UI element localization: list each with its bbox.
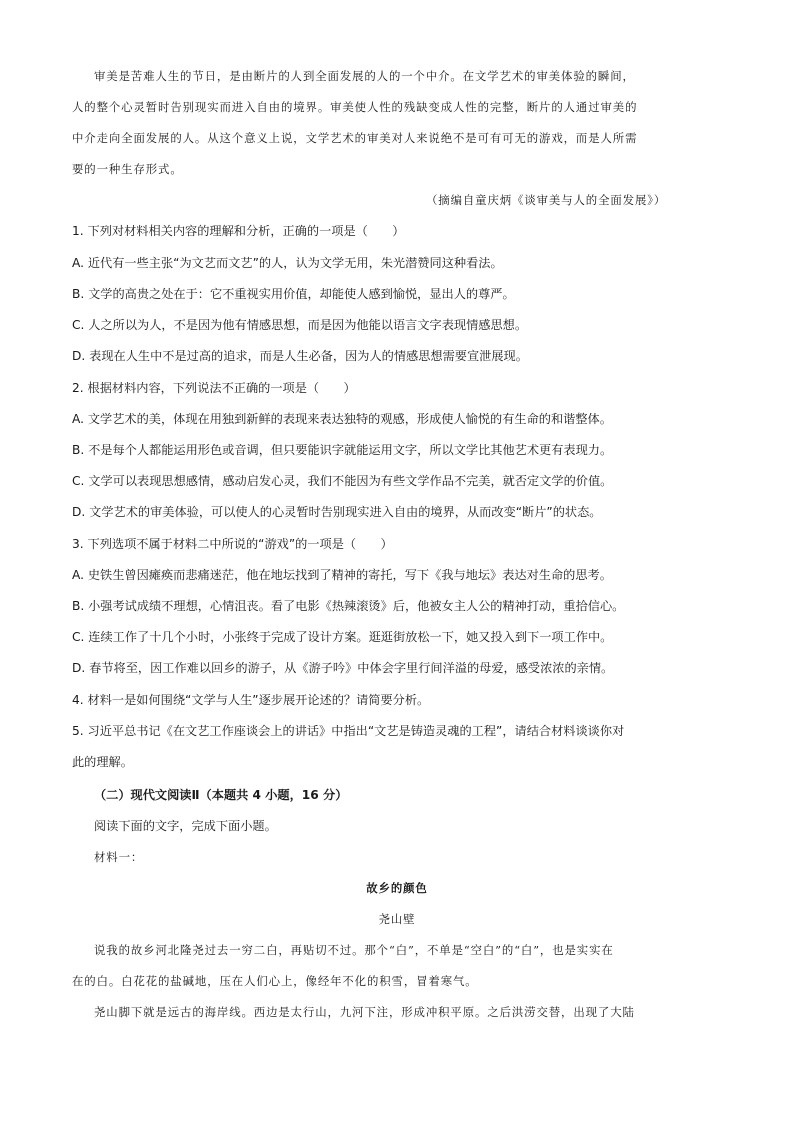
- excerpt-line-3: 中介走向全面发展的人。从这个意义上说，文学艺术的审美对人来说绝不是可有可无的游戏，而是人所需: [72, 131, 638, 145]
- excerpt-line-2: 人的整个心灵暂时告别现实而进入自由的境界。审美使人性的残缺变成人性的完整，断片的人通过审美的: [72, 100, 638, 114]
- question-2-option-b: B. 不是每个人都能运用形色或音调，但只要能识字就能运用文字，所以文学比其他艺术更有表现力。: [72, 443, 613, 457]
- question-5-line-2: 此的理解。: [72, 755, 133, 769]
- question-4: 4. 材料一是如何围绕“文学与人生”逐步展开论述的？请简要分析。: [72, 693, 430, 707]
- question-3-stem: 3. 下列选项不属于材料二中所说的“游戏”的一项是（ ）: [72, 537, 393, 551]
- excerpt-line-1: 审美是苦难人生的节日，是由断片的人到全面发展的人的一个中介。在文学艺术的审美体验的瞬间，: [94, 69, 635, 83]
- question-2-stem: 2. 根据材料内容，下列说法不正确的一项是（ ）: [72, 381, 356, 395]
- question-5-line-1: 5. 习近平总书记《在文艺工作座谈会上的讲话》中指出“文艺是铸造灵魂的工程”，请结合材料谈谈你对: [72, 724, 625, 738]
- question-2-option-d: D. 文学艺术的审美体验，可以使人的心灵暂时告别现实进入自由的境界，从而改变“断片”的状态。: [72, 505, 602, 519]
- question-1-stem: 1. 下列对材料相关内容的理解和分析，正确的一项是（ ）: [72, 224, 405, 238]
- section-2-heading: （二）现代文阅读Ⅱ（本题共 4 小题，16 分）: [94, 788, 348, 802]
- question-1-option-d: D. 表现在人生中不是过高的追求，而是人生必备，因为人的情感思想需要宣泄展现。: [72, 349, 528, 363]
- section-2-instruction: 阅读下面的文字，完成下面小题。: [94, 819, 277, 833]
- article-author: 尧山壁: [378, 912, 416, 926]
- article-title: 故乡的颜色: [366, 881, 428, 895]
- article-line-3: 尧山脚下就是远古的海岸线。西边是太行山，九河下注，形成冲积平原。之后洪涝交替，出现了大陆: [94, 1005, 635, 1019]
- article-line-1: 说我的故乡河北隆尧过去一穷二白，再贴切不过。那个“白”，不单是“空白”的“白”，也是实实在: [94, 943, 614, 957]
- question-1-option-a: A. 近代有一些主张“为文艺而文艺”的人，认为文学无用，朱光潜赞同这种看法。: [72, 256, 503, 270]
- question-1-option-b: B. 文学的高贵之处在于：它不重视实用价值，却能使人感到愉悦，显出人的尊严。: [72, 287, 515, 301]
- excerpt-line-4: 要的一种生存形式。: [72, 162, 183, 176]
- question-3-option-d: D. 春节将至，因工作难以回乡的游子，从《游子吟》中体会字里行间洋溢的母爱，感受浓浓的亲情。: [72, 661, 614, 675]
- excerpt-source: （摘编自童庆炳《谈审美与人的全面发展》）: [426, 193, 667, 207]
- material-label: 材料一：: [94, 850, 144, 864]
- question-3-option-c: C. 连续工作了十几个小时，小张终于完成了设计方案。逛逛街放松一下，她又投入到下一项工作中。: [72, 630, 613, 644]
- question-2-option-c: C. 文学可以表现思想感情，感动启发心灵，我们不能因为有些文学作品不完美，就否定文学的价值。: [72, 474, 613, 488]
- question-1-option-c: C. 人之所以为人，不是因为他有情感思想，而是因为他能以语言文字表现情感思想。: [72, 318, 528, 332]
- question-3-option-a: A. 史铁生曾因瘫痪而悲痛迷茫，他在地坛找到了精神的寄托，写下《我与地坛》表达对生命的思考。: [72, 568, 612, 582]
- question-3-option-b: B. 小强考试成绩不理想，心情沮丧。看了电影《热辣滚烫》后，他被女主人公的精神打动，重拾信心。: [72, 599, 625, 613]
- article-line-2: 在的白。白花花的盐碱地，压在人们心上，像经年不化的积雪，冒着寒气。: [72, 974, 478, 988]
- question-2-option-a: A. 文学艺术的美，体现在用独到新鲜的表现来表达独特的观感，形成使人愉悦的有生命的和谐整体。: [72, 412, 612, 426]
